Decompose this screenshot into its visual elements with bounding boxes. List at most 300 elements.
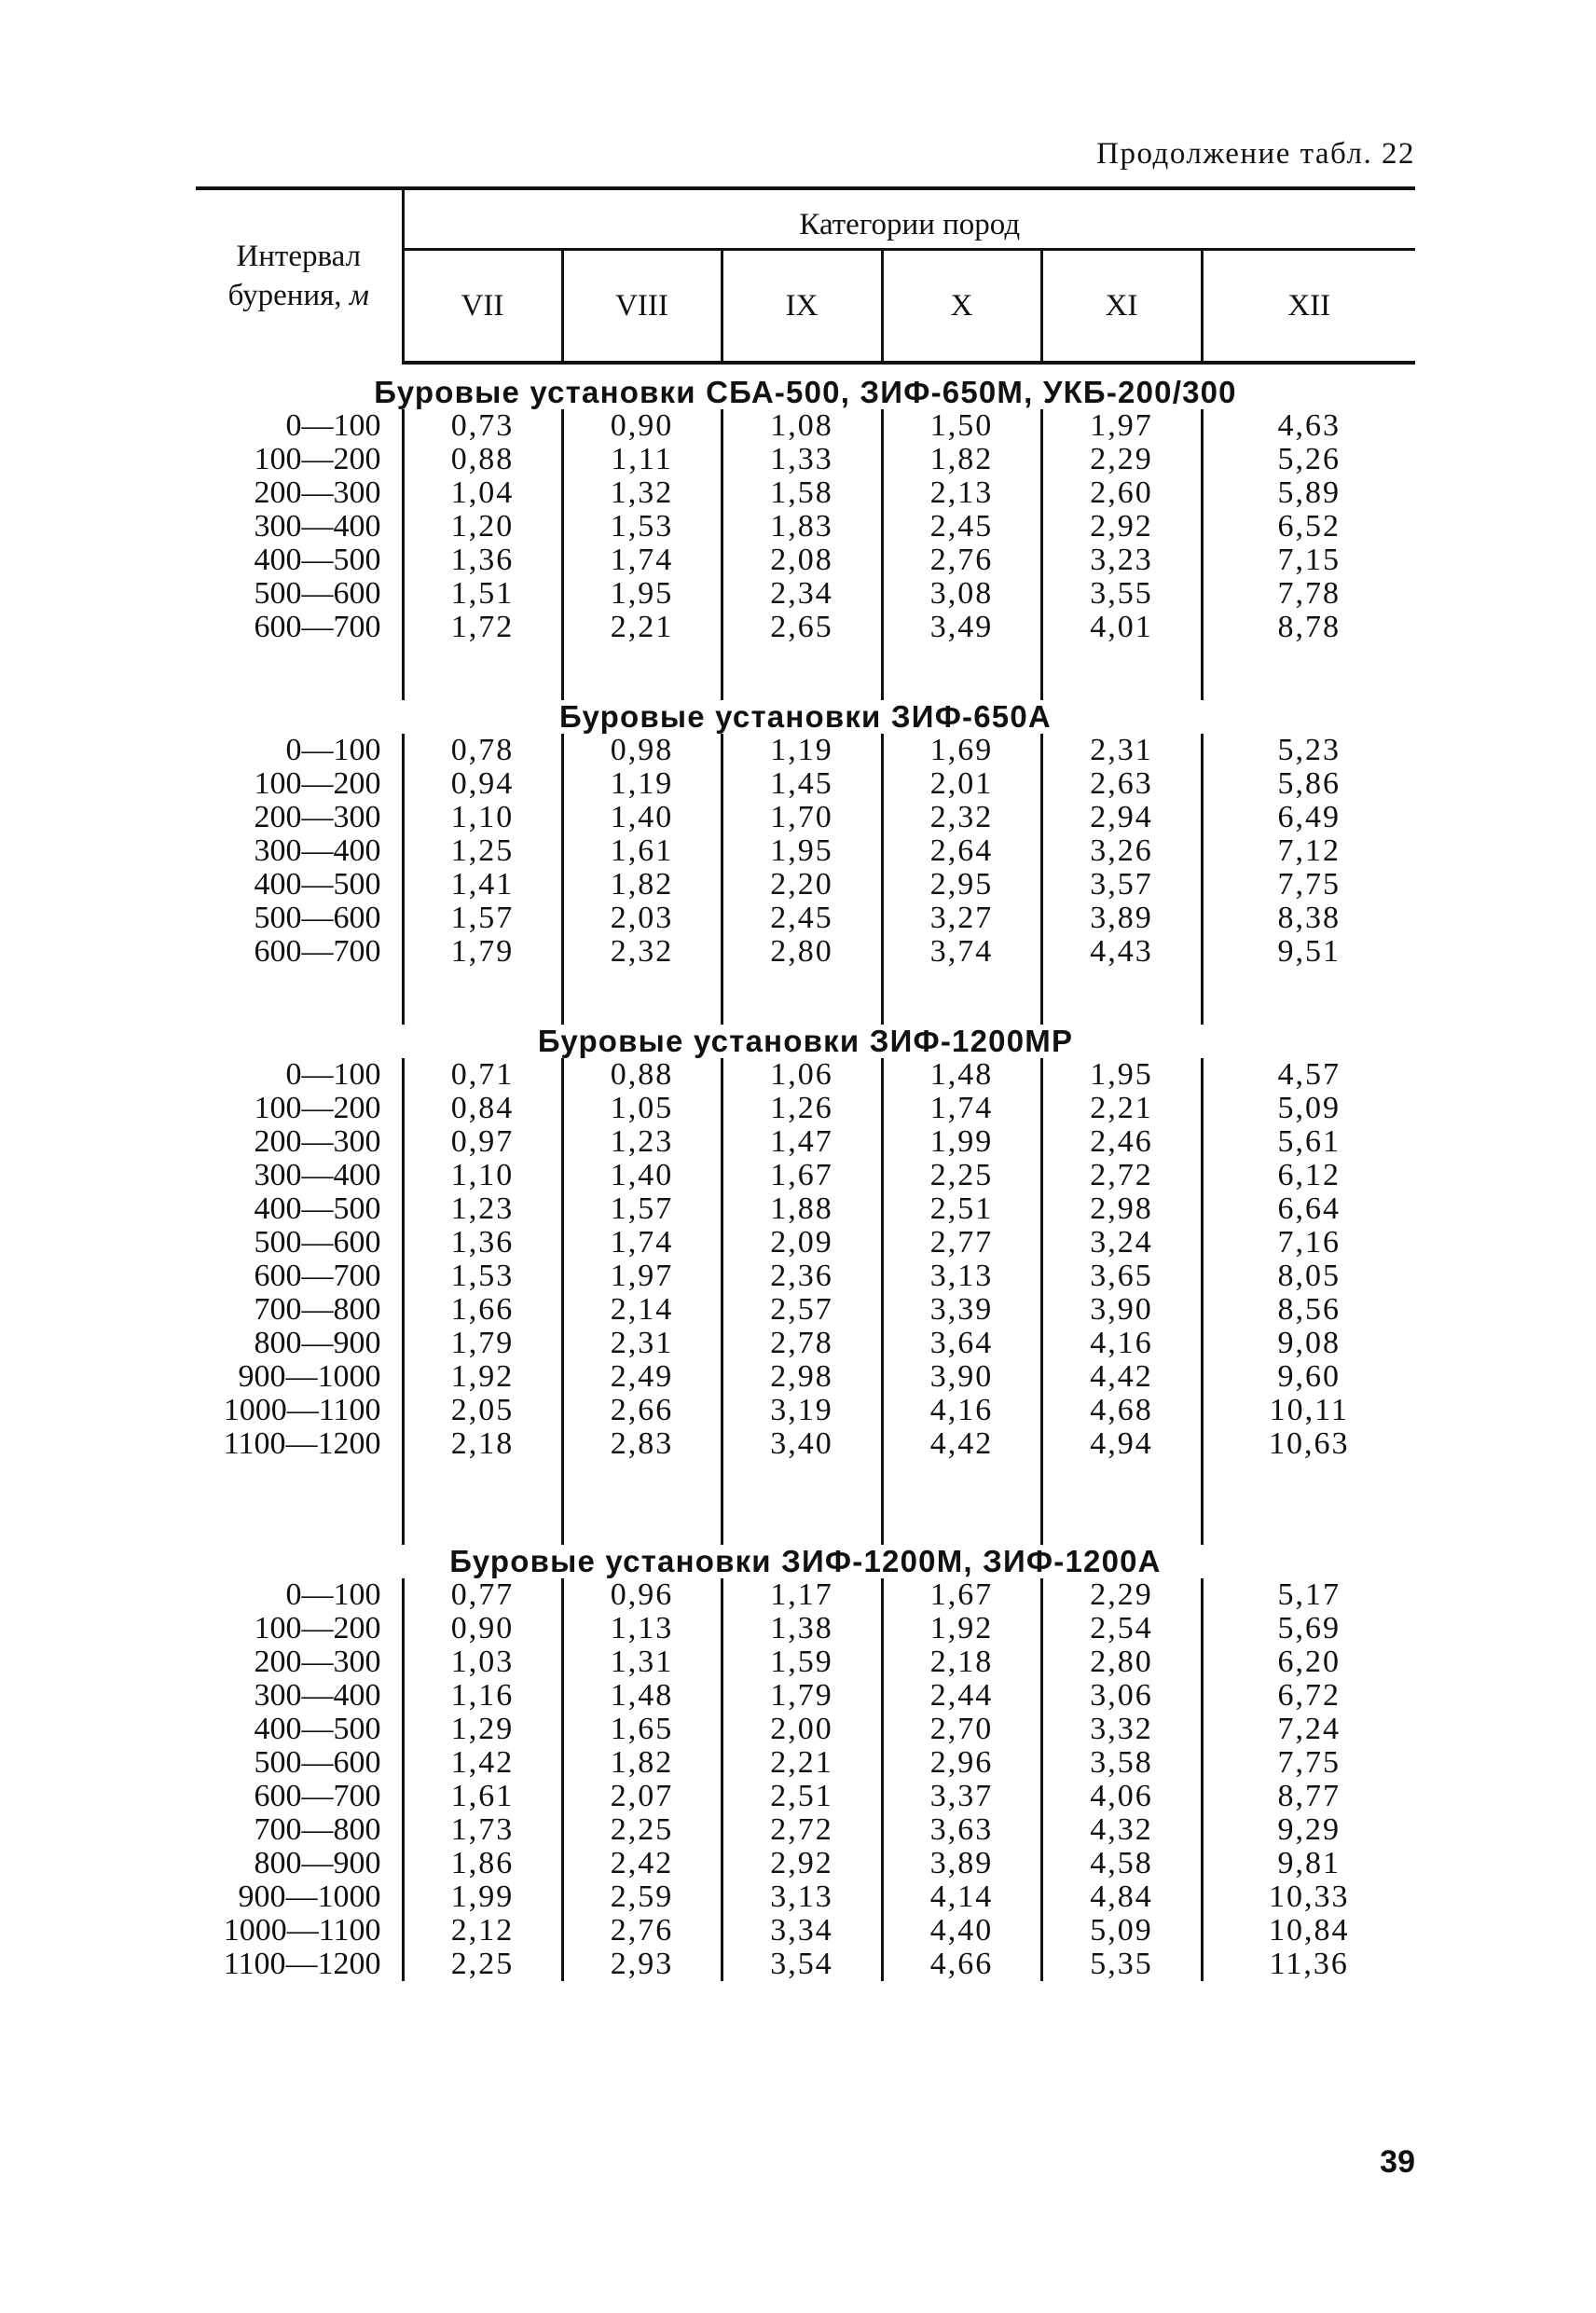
value-cell: 1,16 (403, 1679, 562, 1713)
value-cell: 3,89 (1041, 902, 1202, 935)
interval-cell: 300—400 (196, 510, 403, 544)
spacer-cell (722, 1461, 882, 1489)
value-cell: 1,83 (722, 510, 882, 544)
value-cell: 1,58 (722, 476, 882, 510)
value-cell: 2,78 (722, 1327, 882, 1360)
value-cell: 1,47 (722, 1125, 882, 1159)
value-cell: 2,95 (882, 868, 1041, 902)
value-cell: 2,13 (882, 476, 1041, 510)
value-cell: 2,18 (882, 1645, 1041, 1679)
spacer-cell (562, 644, 722, 672)
value-cell: 2,92 (1041, 510, 1202, 544)
value-cell: 1,11 (562, 443, 722, 476)
value-cell: 2,80 (1041, 1645, 1202, 1679)
table-row (196, 1327, 1415, 1360)
value-cell: 1,86 (403, 1847, 562, 1880)
value-cell: 1,19 (722, 734, 882, 767)
section-title-row (196, 363, 1415, 409)
spacer-cell (882, 1461, 1041, 1489)
value-cell: 3,27 (882, 902, 1041, 935)
value-cell: 2,83 (562, 1427, 722, 1461)
table-row (196, 1058, 1415, 1092)
value-cell: 1,67 (882, 1578, 1041, 1612)
value-cell: 3,34 (722, 1914, 882, 1948)
value-cell: 1,06 (722, 1058, 882, 1092)
spacer-cell (196, 1461, 403, 1489)
value-cell: 6,52 (1277, 509, 1341, 544)
spacer-cell (882, 672, 1041, 700)
value-cell: 3,08 (882, 577, 1041, 611)
value-cell: 1,08 (722, 409, 882, 443)
table-row (196, 510, 1415, 544)
value-cell: 1,57 (403, 902, 562, 935)
value-cell: 1,53 (562, 510, 722, 544)
interval-cell: 200—300 (196, 1645, 403, 1679)
spacer-cell (882, 969, 1041, 997)
value-cell: 3,23 (1041, 544, 1202, 577)
table-row (196, 1092, 1415, 1125)
value-cell: 1,79 (722, 1679, 882, 1713)
value-cell: 4,58 (1041, 1847, 1202, 1880)
value-cell: 4,68 (1041, 1394, 1202, 1427)
value-cell: 1,66 (403, 1293, 562, 1327)
value-cell: 1,51 (403, 577, 562, 611)
section-title: Буровые установки ЗИФ-1200МР (537, 1024, 1074, 1058)
spacer-cell (562, 672, 722, 700)
spacer-cell (1202, 969, 1415, 997)
section-title: Буровые установки ЗИФ-1200М, ЗИФ-1200А (449, 1544, 1162, 1578)
spacer-cell (562, 997, 722, 1025)
spacer-cell (403, 644, 562, 672)
value-cell: 2,08 (722, 544, 882, 577)
value-cell: 8,77 (1277, 1779, 1341, 1813)
value-cell: 2,57 (722, 1293, 882, 1327)
interval-cell: 100—200 (196, 443, 403, 476)
category-header-xii: XII (1202, 250, 1415, 364)
value-cell: 3,13 (722, 1880, 882, 1914)
value-cell: 9,51 (1277, 934, 1341, 969)
value-cell: 1,36 (403, 544, 562, 577)
value-cell: 2,63 (1041, 767, 1202, 801)
value-cell: 1,23 (562, 1125, 722, 1159)
value-cell: 0,84 (403, 1092, 562, 1125)
category-header-viii: VIII (562, 250, 722, 364)
category-header-vii: VII (403, 250, 562, 364)
value-cell: 4,66 (882, 1948, 1041, 1981)
spacer-cell (722, 672, 882, 700)
value-cell: 4,63 (1277, 408, 1341, 443)
spacer-row (196, 1489, 1415, 1517)
value-cell: 1,19 (562, 767, 722, 801)
page-number: 39 (1380, 2144, 1415, 2180)
value-cell: 2,80 (722, 935, 882, 969)
interval-header-line1: Интервал (236, 240, 362, 274)
value-cell: 2,03 (562, 902, 722, 935)
interval-cell: 100—200 (196, 1612, 403, 1645)
interval-cell: 100—200 (196, 1092, 403, 1125)
value-cell: 7,75 (1277, 867, 1341, 902)
value-cell: 9,60 (1277, 1359, 1341, 1394)
value-cell: 10,63 (1269, 1426, 1350, 1461)
table-row (196, 1226, 1415, 1260)
value-cell: 3,63 (882, 1813, 1041, 1847)
table-row (196, 767, 1415, 801)
value-cell: 4,40 (882, 1914, 1041, 1948)
value-cell: 9,08 (1277, 1326, 1341, 1360)
spacer-cell (403, 1517, 562, 1545)
table-body (196, 363, 1415, 1981)
spacer-cell (562, 1461, 722, 1489)
value-cell: 1,82 (882, 443, 1041, 476)
interval-cell: 300—400 (196, 1679, 403, 1713)
interval-cell: 0—100 (196, 734, 403, 767)
value-cell: 2,76 (562, 1914, 722, 1948)
value-cell: 4,42 (882, 1427, 1041, 1461)
value-cell: 1,29 (403, 1713, 562, 1746)
value-cell: 0,77 (403, 1578, 562, 1612)
table-row (196, 443, 1415, 476)
value-cell: 1,41 (403, 868, 562, 902)
spacer-cell (403, 1461, 562, 1489)
value-cell: 2,46 (1041, 1125, 1202, 1159)
table-row (196, 1746, 1415, 1780)
value-cell: 3,24 (1041, 1226, 1202, 1260)
value-cell: 3,74 (882, 935, 1041, 969)
value-cell: 2,77 (882, 1226, 1041, 1260)
value-cell: 7,15 (1277, 543, 1341, 577)
table-row (196, 1612, 1415, 1645)
value-cell: 1,73 (403, 1813, 562, 1847)
value-cell: 2,76 (882, 544, 1041, 577)
value-cell: 1,95 (562, 577, 722, 611)
value-cell: 1,40 (562, 1159, 722, 1192)
value-cell: 1,10 (403, 801, 562, 834)
spacer-cell (562, 1489, 722, 1517)
value-cell: 0,73 (403, 409, 562, 443)
value-cell: 3,65 (1041, 1260, 1202, 1293)
interval-cell: 800—900 (196, 1847, 403, 1880)
interval-cell: 500—600 (196, 577, 403, 611)
value-cell: 4,16 (1041, 1327, 1202, 1360)
value-cell: 2,34 (722, 577, 882, 611)
interval-cell: 1100—1200 (196, 1427, 403, 1461)
value-cell: 1,04 (403, 476, 562, 510)
spacer-cell (1202, 1461, 1415, 1489)
value-cell: 3,64 (882, 1327, 1041, 1360)
drilling-rates-table (196, 186, 1415, 1981)
value-cell: 1,82 (562, 1746, 722, 1780)
value-cell: 3,40 (722, 1427, 882, 1461)
spacer-cell (196, 672, 403, 700)
value-cell: 0,98 (562, 734, 722, 767)
spacer-cell (196, 969, 403, 997)
value-cell: 2,20 (722, 868, 882, 902)
value-cell: 0,97 (403, 1125, 562, 1159)
table-row (196, 868, 1415, 902)
value-cell: 7,16 (1277, 1225, 1341, 1260)
interval-cell: 900—1000 (196, 1880, 403, 1914)
value-cell: 2,36 (722, 1260, 882, 1293)
value-cell: 0,88 (562, 1058, 722, 1092)
spacer-row (196, 1517, 1415, 1545)
table-row (196, 1780, 1415, 1813)
value-cell: 1,92 (403, 1360, 562, 1394)
table-row (196, 1948, 1415, 1981)
value-cell: 4,57 (1277, 1057, 1341, 1092)
spacer-cell (196, 1517, 403, 1545)
value-cell: 2,25 (882, 1159, 1041, 1192)
value-cell: 1,53 (403, 1260, 562, 1293)
value-cell: 1,13 (562, 1612, 722, 1645)
interval-cell: 600—700 (196, 611, 403, 644)
value-cell: 1,65 (562, 1713, 722, 1746)
value-cell: 1,32 (562, 476, 722, 510)
spacer-cell (562, 1517, 722, 1545)
value-cell: 1,42 (403, 1746, 562, 1780)
value-cell: 2,12 (403, 1914, 562, 1948)
value-cell: 2,09 (722, 1226, 882, 1260)
value-cell: 4,43 (1041, 935, 1202, 969)
value-cell: 2,42 (562, 1847, 722, 1880)
spacer-cell (1202, 1489, 1415, 1517)
value-cell: 9,29 (1277, 1812, 1341, 1847)
value-cell: 1,33 (722, 443, 882, 476)
value-cell: 4,01 (1041, 611, 1202, 644)
category-header-xi: XI (1041, 250, 1202, 364)
interval-cell: 500—600 (196, 1226, 403, 1260)
value-cell: 2,21 (1041, 1092, 1202, 1125)
table-row (196, 1713, 1415, 1746)
spacer-row (196, 1461, 1415, 1489)
table-row (196, 577, 1415, 611)
value-cell: 2,31 (1041, 734, 1202, 767)
interval-cell: 700—800 (196, 1813, 403, 1847)
value-cell: 5,23 (1277, 733, 1341, 767)
value-cell: 1,99 (882, 1125, 1041, 1159)
interval-cell: 300—400 (196, 1159, 403, 1192)
interval-cell: 0—100 (196, 409, 403, 443)
value-cell: 2,44 (882, 1679, 1041, 1713)
value-cell: 7,12 (1277, 833, 1341, 868)
table-row (196, 476, 1415, 510)
spacer-cell (722, 1489, 882, 1517)
table-row (196, 1427, 1415, 1461)
table-row (196, 1813, 1415, 1847)
value-cell: 1,10 (403, 1159, 562, 1192)
table-row (196, 1159, 1415, 1192)
value-cell: 3,57 (1041, 868, 1202, 902)
value-cell: 2,49 (562, 1360, 722, 1394)
interval-cell: 700—800 (196, 1293, 403, 1327)
interval-cell: 200—300 (196, 476, 403, 510)
interval-cell: 300—400 (196, 834, 403, 868)
interval-cell: 0—100 (196, 1578, 403, 1612)
table-row (196, 834, 1415, 868)
value-cell: 7,78 (1277, 576, 1341, 611)
value-cell: 1,40 (562, 801, 722, 834)
value-cell: 0,88 (403, 443, 562, 476)
value-cell: 0,96 (562, 1578, 722, 1612)
value-cell: 1,03 (403, 1645, 562, 1679)
value-cell: 3,37 (882, 1780, 1041, 1813)
value-cell: 1,79 (403, 935, 562, 969)
spacer-cell (1041, 1517, 1202, 1545)
value-cell: 2,92 (722, 1847, 882, 1880)
spacer-cell (882, 1489, 1041, 1517)
spacer-cell (1041, 969, 1202, 997)
spacer-cell (196, 644, 403, 672)
value-cell: 1,57 (562, 1192, 722, 1226)
value-cell: 5,89 (1277, 475, 1341, 510)
spacer-cell (196, 997, 403, 1025)
value-cell: 1,74 (562, 1226, 722, 1260)
value-cell: 6,12 (1277, 1158, 1341, 1192)
value-cell: 5,17 (1277, 1577, 1341, 1612)
value-cell: 1,36 (403, 1226, 562, 1260)
value-cell: 1,38 (722, 1612, 882, 1645)
value-cell: 2,07 (562, 1780, 722, 1813)
interval-cell: 500—600 (196, 902, 403, 935)
value-cell: 1,23 (403, 1192, 562, 1226)
value-cell: 2,01 (882, 767, 1041, 801)
value-cell: 2,45 (722, 902, 882, 935)
value-cell: 4,42 (1041, 1360, 1202, 1394)
value-cell: 1,17 (722, 1578, 882, 1612)
value-cell: 3,54 (722, 1948, 882, 1981)
spacer-cell (882, 644, 1041, 672)
value-cell: 1,88 (722, 1192, 882, 1226)
value-cell: 8,38 (1277, 901, 1341, 935)
spacer-cell (722, 644, 882, 672)
spacer-row (196, 997, 1415, 1025)
value-cell: 6,64 (1277, 1191, 1341, 1226)
value-cell: 0,90 (403, 1612, 562, 1645)
section-title-row (196, 1545, 1415, 1578)
table-continuation-label: Продолжение табл. 22 (1096, 137, 1415, 171)
spacer-cell (1202, 997, 1415, 1025)
value-cell: 2,21 (722, 1746, 882, 1780)
section-title: Буровые установки СБА-500, ЗИФ-650М, УКБ-200/300 (374, 375, 1237, 409)
value-cell: 1,25 (403, 834, 562, 868)
spacer-cell (1041, 644, 1202, 672)
value-cell: 1,99 (403, 1880, 562, 1914)
value-cell: 2,51 (722, 1780, 882, 1813)
value-cell: 2,29 (1041, 1578, 1202, 1612)
value-cell: 1,79 (403, 1327, 562, 1360)
value-cell: 10,33 (1269, 1879, 1350, 1914)
value-cell: 5,35 (1041, 1948, 1202, 1981)
value-cell: 2,25 (562, 1813, 722, 1847)
interval-cell: 500—600 (196, 1746, 403, 1780)
value-cell: 8,56 (1277, 1292, 1341, 1327)
interval-cell: 600—700 (196, 1260, 403, 1293)
value-cell: 2,66 (562, 1394, 722, 1427)
spacer-cell (1202, 672, 1415, 700)
value-cell: 1,67 (722, 1159, 882, 1192)
interval-cell: 1000—1100 (196, 1394, 403, 1427)
value-cell: 6,72 (1277, 1678, 1341, 1713)
spacer-row (196, 969, 1415, 997)
spacer-cell (722, 997, 882, 1025)
spacer-cell (882, 1517, 1041, 1545)
value-cell: 3,49 (882, 611, 1041, 644)
spacer-cell (882, 997, 1041, 1025)
spacer-cell (403, 1489, 562, 1517)
value-cell: 1,31 (562, 1645, 722, 1679)
value-cell: 0,78 (403, 734, 562, 767)
value-cell: 1,48 (562, 1679, 722, 1713)
value-cell: 1,26 (722, 1092, 882, 1125)
value-cell: 9,81 (1277, 1846, 1341, 1880)
spacer-cell (403, 997, 562, 1025)
value-cell: 2,05 (403, 1394, 562, 1427)
table-row (196, 935, 1415, 969)
value-cell: 1,74 (562, 544, 722, 577)
table-row (196, 1578, 1415, 1612)
value-cell: 1,61 (562, 834, 722, 868)
value-cell: 3,19 (722, 1394, 882, 1427)
interval-cell: 200—300 (196, 801, 403, 834)
value-cell: 3,90 (1041, 1293, 1202, 1327)
value-cell: 0,71 (403, 1058, 562, 1092)
interval-cell: 400—500 (196, 868, 403, 902)
section-title-row (196, 1025, 1415, 1058)
table-row (196, 611, 1415, 644)
value-cell: 5,26 (1277, 442, 1341, 476)
value-cell: 2,25 (403, 1948, 562, 1981)
value-cell: 5,09 (1041, 1914, 1202, 1948)
spacer-cell (1041, 997, 1202, 1025)
spacer-cell (562, 969, 722, 997)
value-cell: 0,94 (403, 767, 562, 801)
spacer-cell (1202, 644, 1415, 672)
table-row (196, 1260, 1415, 1293)
spacer-row (196, 672, 1415, 700)
table-row (196, 1293, 1415, 1327)
value-cell: 2,65 (722, 611, 882, 644)
table-row (196, 801, 1415, 834)
spacer-cell (403, 672, 562, 700)
interval-cell: 600—700 (196, 1780, 403, 1813)
value-cell: 7,75 (1277, 1745, 1341, 1780)
value-cell: 2,21 (562, 611, 722, 644)
categories-group-header: Категории пород (403, 188, 1415, 250)
section-title-row (196, 700, 1415, 734)
table-row (196, 1394, 1415, 1427)
spacer-cell (1041, 1489, 1202, 1517)
value-cell: 2,94 (1041, 801, 1202, 834)
value-cell: 1,95 (1041, 1058, 1202, 1092)
value-cell: 2,96 (882, 1746, 1041, 1780)
interval-cell: 200—300 (196, 1125, 403, 1159)
value-cell: 3,32 (1041, 1713, 1202, 1746)
value-cell: 7,24 (1277, 1712, 1341, 1746)
value-cell: 5,61 (1277, 1124, 1341, 1159)
section-title: Буровые установки ЗИФ-650А (559, 699, 1052, 734)
table-row (196, 1125, 1415, 1159)
value-cell: 5,69 (1277, 1611, 1341, 1645)
value-cell: 4,14 (882, 1880, 1041, 1914)
value-cell: 2,98 (1041, 1192, 1202, 1226)
value-cell: 2,32 (882, 801, 1041, 834)
value-cell: 1,45 (722, 767, 882, 801)
value-cell: 3,13 (882, 1260, 1041, 1293)
value-cell: 1,74 (882, 1092, 1041, 1125)
value-cell: 5,86 (1277, 766, 1341, 801)
value-cell: 2,45 (882, 510, 1041, 544)
value-cell: 2,70 (882, 1713, 1041, 1746)
table-row (196, 1679, 1415, 1713)
